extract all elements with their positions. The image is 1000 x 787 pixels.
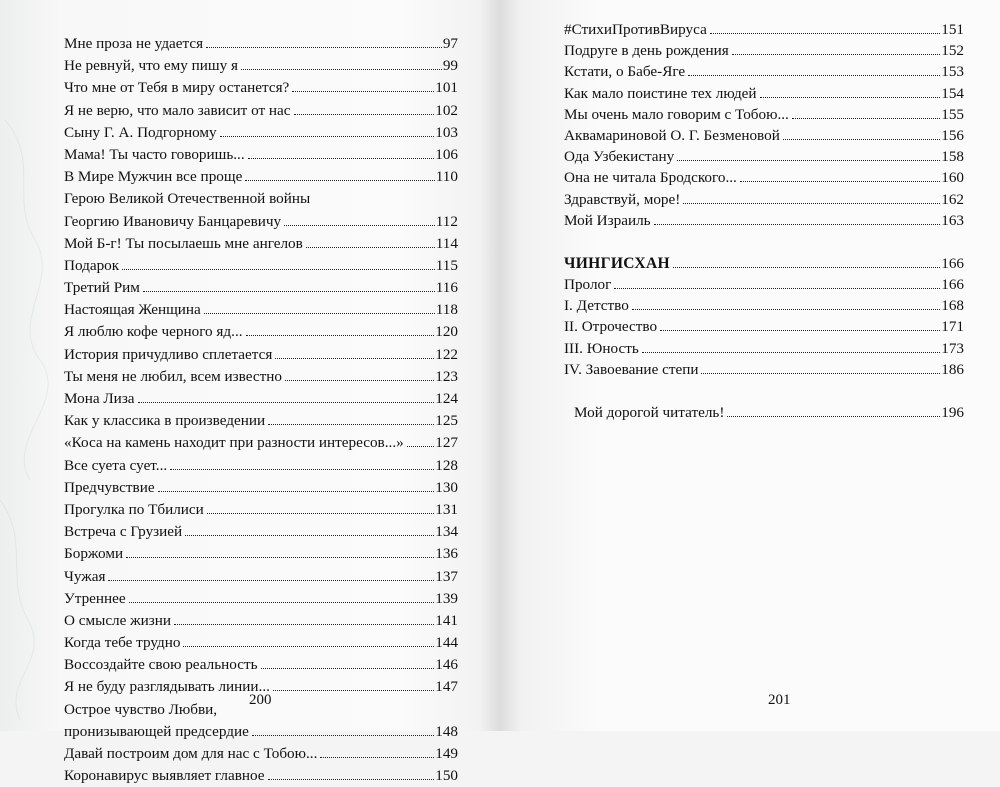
- dot-leader: [261, 668, 435, 669]
- dot-leader: [241, 69, 442, 70]
- toc-entry-title: Утреннее: [64, 589, 126, 607]
- table-of-contents-left: [64, 33, 458, 787]
- spacer: [564, 380, 964, 402]
- toc-entry-page: 166: [941, 254, 964, 272]
- toc-entry: [64, 477, 458, 499]
- toc-entry-title: II. Отрочество: [564, 318, 658, 336]
- toc-entry-title: Ты меня не любил, всем известно: [64, 367, 282, 385]
- spacer: [564, 231, 964, 253]
- toc-entry-page: 173: [941, 339, 964, 357]
- toc-entry: [64, 654, 458, 676]
- dot-leader: [204, 313, 435, 314]
- toc-entry-page: 153: [941, 63, 964, 81]
- toc-entry-title: Кстати, о Бабе-Яге: [564, 63, 686, 81]
- dot-leader: [183, 646, 434, 647]
- toc-entry-page: 158: [941, 148, 964, 166]
- dot-leader: [268, 424, 434, 425]
- dot-leader: [252, 735, 434, 736]
- left-page: [0, 0, 500, 785]
- toc-entry-page: 128: [435, 456, 458, 474]
- toc-entry-page: 103: [435, 123, 458, 141]
- toc-entry-page: 168: [941, 297, 964, 315]
- toc-entry: [564, 338, 964, 359]
- toc-entry-page: 134: [435, 523, 458, 541]
- toc-entry: [64, 566, 458, 588]
- toc-entry-title: Острое чувство Любви,: [64, 700, 218, 718]
- toc-entry: [64, 610, 458, 632]
- toc-entry: [64, 721, 458, 743]
- dot-leader: [760, 97, 941, 98]
- toc-entry-title: Здравствуй, море!: [564, 190, 681, 208]
- toc-entry: [64, 77, 458, 99]
- dot-leader: [783, 139, 940, 140]
- toc-entry: [64, 188, 458, 210]
- toc-entry-page: 123: [435, 367, 458, 385]
- dot-leader: [246, 335, 435, 336]
- dot-leader: [306, 247, 435, 248]
- toc-entry: [64, 455, 458, 477]
- dot-leader: [710, 33, 940, 34]
- toc-entry-title: Аквамариновой О. Г. Безменовой: [564, 126, 780, 144]
- toc-entry-title: В Мире Мужчин все проще: [64, 168, 243, 186]
- toc-entry: [564, 295, 964, 316]
- toc-entry-title: Как мало поистине тех людей: [564, 84, 757, 102]
- toc-entry: [64, 521, 458, 543]
- toc-entry-title: Мой Б-г! Ты посылаешь мне ангелов: [64, 234, 303, 252]
- toc-entry-page: 118: [435, 301, 458, 319]
- toc-entry: [64, 743, 458, 765]
- toc-entry: [64, 366, 458, 388]
- dot-leader: [660, 330, 940, 331]
- toc-entry-page: 151: [941, 21, 964, 38]
- toc-entry-page: 166: [941, 276, 964, 294]
- toc-entry: [564, 83, 964, 104]
- toc-entry-title: Мама! Ты часто говоришь...: [64, 145, 245, 163]
- toc-entry-page: 122: [435, 345, 458, 363]
- dot-leader: [245, 180, 434, 181]
- toc-entry: [64, 233, 458, 255]
- toc-entry-title: История причудливо сплетается: [64, 345, 273, 363]
- dot-leader: [320, 757, 434, 758]
- dot-leader: [654, 224, 941, 225]
- toc-entry: [564, 253, 964, 274]
- toc-entry-page: 155: [941, 105, 964, 123]
- toc-entry-title: Третий Рим: [64, 279, 140, 297]
- toc-entry-title: Коронавирус выявляет главное: [64, 767, 265, 785]
- dot-leader: [632, 309, 940, 310]
- toc-entry-title: Предчувствие: [64, 478, 155, 496]
- toc-entry: [64, 144, 458, 166]
- dot-leader: [273, 690, 434, 691]
- dot-leader: [740, 181, 940, 182]
- dot-leader: [220, 136, 435, 137]
- toc-entry-title: III. Юность: [564, 339, 639, 357]
- toc-entry: [564, 167, 964, 188]
- toc-entry-title: Мой дорогой читатель!: [574, 404, 725, 421]
- toc-entry: [564, 402, 964, 423]
- toc-entry-title: Мы очень мало говорим с Тобою...: [564, 105, 789, 123]
- dot-leader: [614, 288, 940, 289]
- toc-entry-title: I. Детство: [564, 297, 629, 315]
- toc-entry-title: Подруге в день рождения: [564, 42, 729, 60]
- toc-entry-title: Георгию Ивановичу Банцаревичу: [64, 212, 282, 230]
- toc-entry-page: 148: [435, 722, 458, 740]
- dot-leader: [129, 602, 435, 603]
- dot-leader: [122, 269, 435, 270]
- toc-entry: [564, 274, 964, 295]
- toc-entry: [64, 543, 458, 565]
- toc-entry-title: пронизывающей предсердие: [64, 722, 249, 740]
- page-flourish-ornament: [0, 0, 60, 731]
- page-number: 200: [249, 692, 272, 708]
- toc-entry-title: Настоящая Женщина: [64, 301, 201, 319]
- toc-entry: [564, 125, 964, 146]
- toc-entry: [564, 40, 964, 61]
- toc-entry-title: Герою Великой Отечественной войны: [64, 190, 311, 208]
- toc-entry: [64, 432, 458, 454]
- toc-entry-title: Я не буду разглядывать линии...: [64, 678, 270, 696]
- dot-leader: [294, 114, 435, 115]
- toc-entry: [64, 277, 458, 299]
- toc-entry-title: Сыну Г. А. Подгорному: [64, 123, 217, 141]
- toc-entry-page: 101: [435, 79, 458, 97]
- toc-entry-title: Воссоздайте свою реальность: [64, 656, 258, 674]
- toc-entry: [564, 61, 964, 82]
- dot-leader: [683, 203, 940, 204]
- toc-entry-title: О смысле жизни: [64, 611, 172, 629]
- dot-leader: [185, 535, 434, 536]
- right-page: [500, 0, 1000, 731]
- page-number: 201: [768, 692, 791, 708]
- dot-leader: [158, 491, 435, 492]
- toc-entry: [64, 344, 458, 366]
- dot-leader: [170, 469, 434, 470]
- toc-entry: [64, 499, 458, 521]
- table-of-contents-right: [564, 19, 964, 423]
- dot-leader: [688, 75, 940, 76]
- toc-entry: [564, 210, 964, 231]
- dot-leader: [284, 225, 435, 226]
- toc-entry-page: 120: [435, 323, 458, 341]
- dot-leader: [207, 513, 434, 514]
- toc-entry-page: 102: [435, 101, 458, 119]
- dot-leader: [138, 402, 435, 403]
- toc-entry: [64, 211, 458, 233]
- toc-entry: [564, 146, 964, 167]
- toc-entry-title: Мне проза не удается: [64, 35, 204, 52]
- toc-entry-title: Когда тебе трудно: [64, 634, 181, 652]
- dot-leader: [126, 557, 434, 558]
- toc-entry-title: Все суета сует...: [64, 456, 168, 474]
- dot-leader: [268, 779, 435, 780]
- toc-entry-title: Ода Узбекистану: [564, 148, 675, 166]
- toc-entry-page: 196: [941, 404, 964, 421]
- toc-entry-page: 139: [435, 589, 458, 607]
- toc-entry-title: Боржоми: [64, 545, 124, 563]
- toc-entry-title: Как у классика в произведении: [64, 412, 266, 430]
- toc-entry: [564, 359, 964, 380]
- toc-entry-page: 115: [435, 256, 458, 274]
- toc-entry-title: Давай построим дом для нас с Тобою...: [64, 745, 318, 762]
- dot-leader: [407, 446, 435, 447]
- toc-entry: [64, 122, 458, 144]
- toc-entry-page: 99: [442, 57, 458, 75]
- toc-entry: [64, 100, 458, 122]
- toc-entry-title: Я люблю кофе черного яд...: [64, 323, 243, 341]
- toc-entry-page: 146: [435, 656, 458, 674]
- toc-entry-page: 152: [941, 42, 964, 60]
- toc-entry-page: 125: [435, 412, 458, 430]
- dot-leader: [285, 380, 434, 381]
- toc-entry: [64, 299, 458, 321]
- toc-entry: [64, 255, 458, 277]
- toc-entry: [64, 388, 458, 410]
- toc-entry-title: Я не верю, что мало зависит от нас: [64, 101, 291, 119]
- toc-entry: [564, 19, 964, 40]
- toc-entry: [564, 316, 964, 337]
- toc-entry-page: 116: [435, 279, 458, 297]
- toc-entry-title: «Коса на камень находит при разности интересов...»: [64, 434, 404, 452]
- dot-leader: [275, 358, 434, 359]
- toc-entry-title: Не ревнуй, что ему пишу я: [64, 57, 238, 75]
- dot-leader: [143, 291, 435, 292]
- dot-leader: [108, 580, 434, 581]
- toc-entry-page: 163: [941, 211, 964, 229]
- toc-entry-page: 150: [435, 767, 458, 785]
- toc-entry-page: 154: [941, 84, 964, 102]
- toc-entry-title: ЧИНГИСХАН: [564, 254, 670, 272]
- toc-entry: [64, 55, 458, 77]
- toc-entry-title: IV. Завоевание степи: [564, 360, 699, 378]
- dot-leader: [174, 624, 434, 625]
- toc-entry-title: Чужая: [64, 567, 106, 585]
- toc-entry-page: 124: [435, 390, 458, 407]
- dot-leader: [732, 54, 941, 55]
- toc-entry-page: 144: [435, 634, 458, 652]
- toc-entry-title: #СтихиПротивВируса: [564, 21, 707, 38]
- toc-entry-page: 136: [435, 545, 458, 563]
- toc-entry-page: 186: [941, 360, 964, 378]
- toc-entry-page: 171: [941, 318, 964, 336]
- dot-leader: [206, 47, 442, 48]
- dot-leader: [292, 91, 434, 92]
- toc-entry-page: 97: [442, 35, 458, 52]
- dot-leader: [792, 118, 940, 119]
- dot-leader: [677, 160, 940, 161]
- toc-entry-title: Мона Лиза: [64, 390, 135, 407]
- toc-entry: [64, 765, 458, 787]
- toc-entry-page: 149: [435, 745, 458, 762]
- dot-leader: [248, 158, 435, 159]
- toc-entry-page: 137: [435, 567, 458, 585]
- toc-entry: [64, 410, 458, 432]
- toc-entry: [564, 189, 964, 210]
- toc-entry: [64, 166, 458, 188]
- toc-entry-page: 114: [435, 234, 458, 252]
- toc-entry: [64, 33, 458, 55]
- toc-entry-title: Встреча с Грузией: [64, 523, 183, 541]
- toc-entry-title: Что мне от Тебя в миру останется?: [64, 79, 290, 97]
- toc-entry-page: 131: [435, 500, 458, 518]
- toc-entry-title: Она не читала Бродского...: [564, 169, 737, 187]
- dot-leader: [701, 373, 940, 374]
- toc-entry-page: 110: [435, 168, 458, 186]
- toc-entry-title: Подарок: [64, 256, 120, 274]
- toc-entry: [64, 321, 458, 343]
- dot-leader: [642, 352, 940, 353]
- toc-entry-page: 130: [435, 478, 458, 496]
- toc-entry-page: 162: [941, 190, 964, 208]
- toc-entry-title: Пролог: [564, 276, 612, 294]
- toc-entry-page: 156: [941, 126, 964, 144]
- toc-entry-page: 147: [435, 678, 458, 696]
- toc-entry-page: 141: [435, 611, 458, 629]
- toc-entry-page: 106: [435, 145, 458, 163]
- toc-entry-page: 112: [435, 212, 458, 230]
- toc-entry: [564, 104, 964, 125]
- dot-leader: [727, 416, 940, 417]
- toc-entry-title: Прогулка по Тбилиси: [64, 500, 204, 518]
- toc-entry-page: 127: [435, 434, 458, 452]
- toc-entry: [64, 632, 458, 654]
- dot-leader: [673, 267, 940, 268]
- toc-entry-title: Мой Израиль: [564, 211, 651, 229]
- toc-entry: [64, 588, 458, 610]
- toc-entry-page: 160: [941, 169, 964, 187]
